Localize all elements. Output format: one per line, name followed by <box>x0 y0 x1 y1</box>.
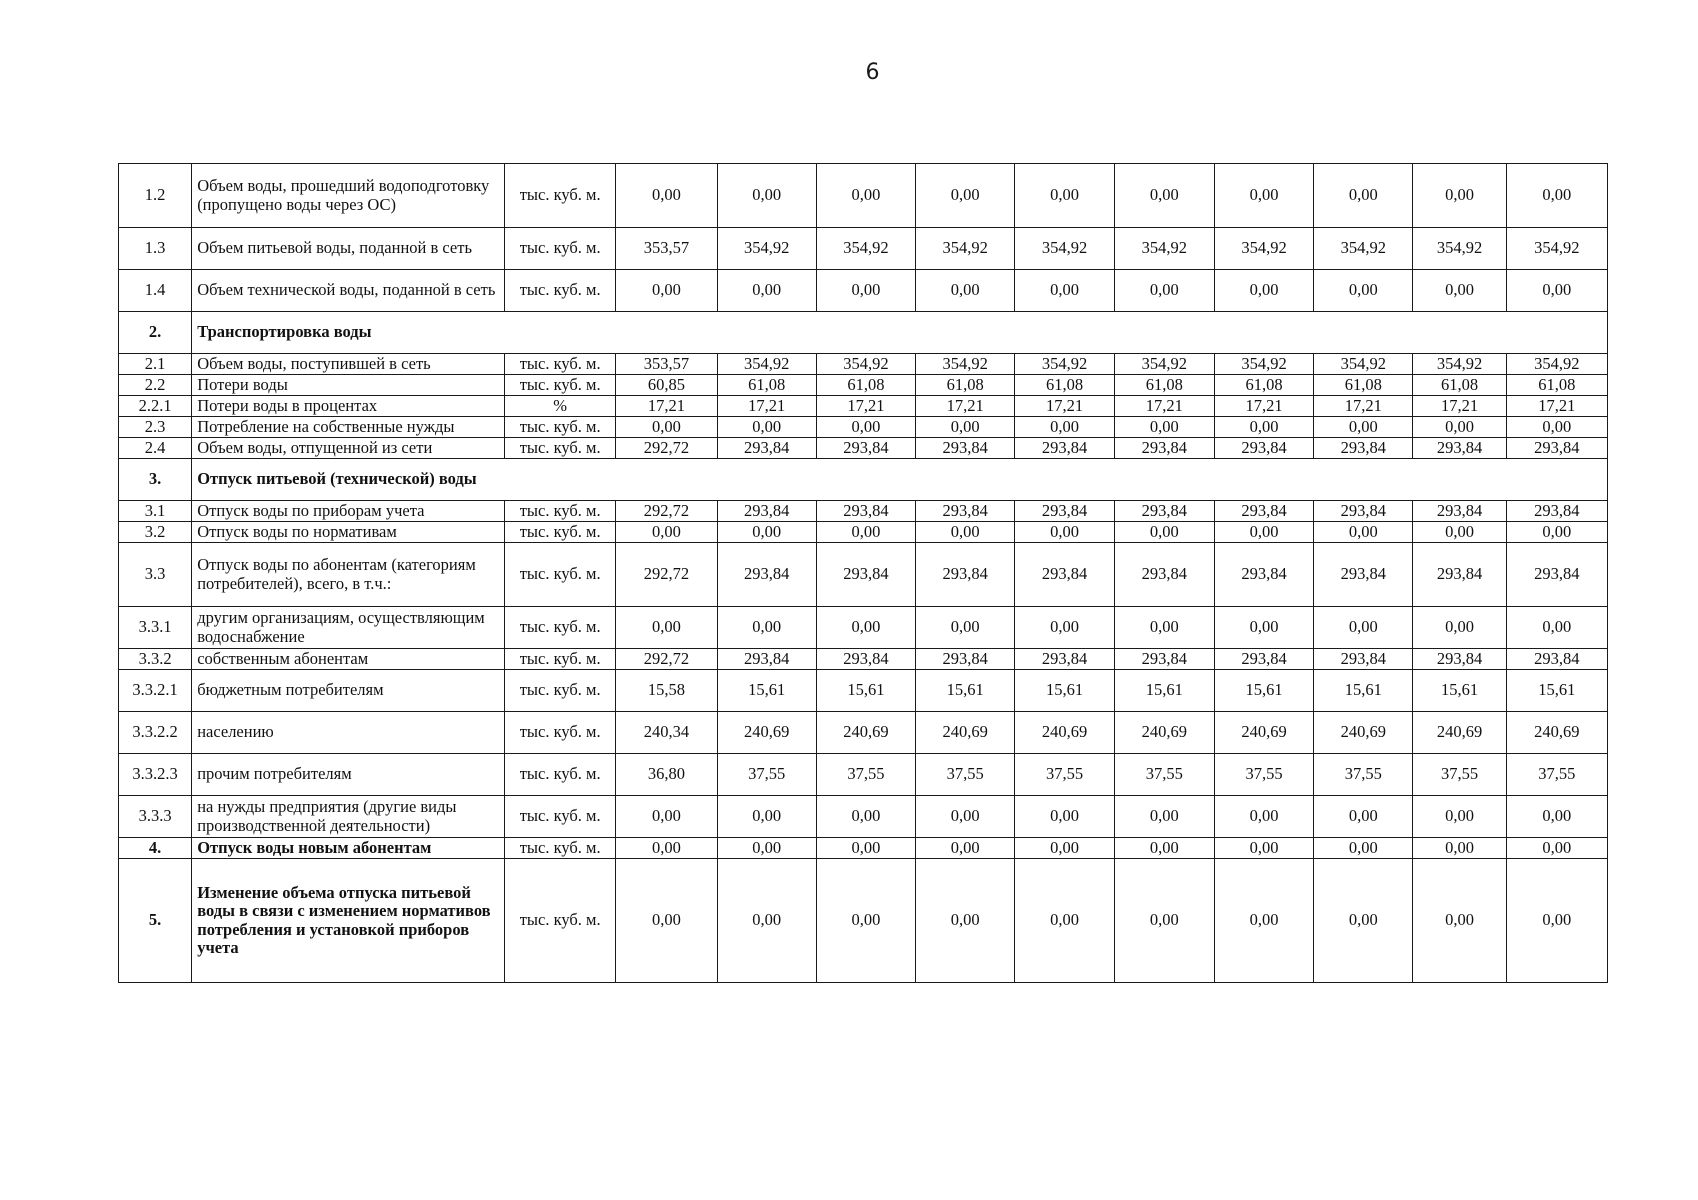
row-number: 3.3 <box>119 543 192 607</box>
value-cell: 0,00 <box>816 796 915 838</box>
value-cell: 293,84 <box>717 501 816 522</box>
row-number: 2.4 <box>119 438 192 459</box>
value-cell: 0,00 <box>1214 838 1313 859</box>
value-cell: 293,84 <box>1114 438 1214 459</box>
value-cell: 0,00 <box>1314 164 1413 228</box>
indicator-name: Отпуск воды по приборам учета <box>192 501 505 522</box>
value-cell: 0,00 <box>1214 796 1313 838</box>
value-cell: 0,00 <box>1506 270 1607 312</box>
value-cell: 0,00 <box>1506 164 1607 228</box>
unit-cell: тыс. куб. м. <box>505 796 616 838</box>
value-cell: 354,92 <box>1214 354 1313 375</box>
value-cell: 61,08 <box>717 375 816 396</box>
row-number: 3.1 <box>119 501 192 522</box>
value-cell: 293,84 <box>1413 438 1506 459</box>
value-cell: 61,08 <box>1015 375 1114 396</box>
value-cell: 240,69 <box>1214 712 1313 754</box>
value-cell: 0,00 <box>1114 417 1214 438</box>
value-cell: 0,00 <box>1214 164 1313 228</box>
value-cell: 37,55 <box>1114 754 1214 796</box>
value-cell: 0,00 <box>1413 838 1506 859</box>
value-cell: 15,61 <box>1214 670 1313 712</box>
value-cell: 36,80 <box>616 754 717 796</box>
value-cell: 0,00 <box>616 859 717 983</box>
value-cell: 0,00 <box>1506 838 1607 859</box>
value-cell: 293,84 <box>1314 649 1413 670</box>
value-cell: 0,00 <box>1314 859 1413 983</box>
value-cell: 0,00 <box>717 522 816 543</box>
value-cell: 0,00 <box>1015 838 1114 859</box>
value-cell: 293,84 <box>717 438 816 459</box>
value-cell: 0,00 <box>1114 607 1214 649</box>
value-cell: 240,69 <box>1413 712 1506 754</box>
unit-cell: тыс. куб. м. <box>505 375 616 396</box>
value-cell: 293,84 <box>1114 501 1214 522</box>
value-cell: 354,92 <box>1015 228 1114 270</box>
indicator-name: Изменение объема отпуска питьевой воды в связи с изменением нормативов потребления и установкой приборов учета <box>192 859 505 983</box>
value-cell: 293,84 <box>1015 649 1114 670</box>
value-cell: 0,00 <box>816 838 915 859</box>
unit-cell: тыс. куб. м. <box>505 838 616 859</box>
value-cell: 0,00 <box>1506 859 1607 983</box>
value-cell: 17,21 <box>1413 396 1506 417</box>
value-cell: 0,00 <box>1214 859 1313 983</box>
value-cell: 293,84 <box>1314 543 1413 607</box>
value-cell: 293,84 <box>816 649 915 670</box>
row-number: 2.2.1 <box>119 396 192 417</box>
value-cell: 354,92 <box>916 228 1015 270</box>
value-cell: 15,61 <box>1314 670 1413 712</box>
unit-cell: тыс. куб. м. <box>505 754 616 796</box>
unit-cell: тыс. куб. м. <box>505 859 616 983</box>
indicator-name: прочим потребителям <box>192 754 505 796</box>
table-row <box>119 375 1608 396</box>
value-cell: 0,00 <box>916 270 1015 312</box>
table-row <box>119 543 1608 607</box>
value-cell: 0,00 <box>1015 270 1114 312</box>
value-cell: 240,69 <box>1506 712 1607 754</box>
value-cell: 293,84 <box>816 438 915 459</box>
value-cell: 0,00 <box>1015 164 1114 228</box>
value-cell: 0,00 <box>1015 796 1114 838</box>
value-cell: 0,00 <box>1413 164 1506 228</box>
value-cell: 17,21 <box>1314 396 1413 417</box>
value-cell: 0,00 <box>616 796 717 838</box>
value-cell: 0,00 <box>717 417 816 438</box>
section-title: Отпуск питьевой (технической) воды <box>192 459 1608 501</box>
unit-cell: тыс. куб. м. <box>505 712 616 754</box>
value-cell: 15,61 <box>1506 670 1607 712</box>
value-cell: 292,72 <box>616 501 717 522</box>
table-row <box>119 712 1608 754</box>
page-number: 6 <box>865 60 880 85</box>
value-cell: 0,00 <box>1214 270 1313 312</box>
value-cell: 0,00 <box>616 607 717 649</box>
value-cell: 0,00 <box>1214 522 1313 543</box>
value-cell: 0,00 <box>816 417 915 438</box>
value-cell: 17,21 <box>1506 396 1607 417</box>
value-cell: 61,08 <box>1214 375 1313 396</box>
value-cell: 354,92 <box>1214 228 1313 270</box>
value-cell: 292,72 <box>616 543 717 607</box>
value-cell: 293,84 <box>1506 438 1607 459</box>
value-cell: 17,21 <box>1015 396 1114 417</box>
value-cell: 0,00 <box>1506 796 1607 838</box>
value-cell: 0,00 <box>916 796 1015 838</box>
table-row <box>119 270 1608 312</box>
unit-cell: тыс. куб. м. <box>505 670 616 712</box>
value-cell: 0,00 <box>717 796 816 838</box>
table-row <box>119 649 1608 670</box>
value-cell: 354,92 <box>816 228 915 270</box>
value-cell: 293,84 <box>1314 501 1413 522</box>
value-cell: 0,00 <box>1114 859 1214 983</box>
value-cell: 240,69 <box>1314 712 1413 754</box>
section-row <box>119 312 1608 354</box>
value-cell: 0,00 <box>1314 270 1413 312</box>
value-cell: 0,00 <box>1413 522 1506 543</box>
value-cell: 293,84 <box>916 649 1015 670</box>
value-cell: 240,69 <box>717 712 816 754</box>
row-number: 2.2 <box>119 375 192 396</box>
value-cell: 293,84 <box>916 501 1015 522</box>
value-cell: 0,00 <box>916 522 1015 543</box>
value-cell: 293,84 <box>1214 501 1313 522</box>
value-cell: 0,00 <box>1114 164 1214 228</box>
value-cell: 293,84 <box>1506 501 1607 522</box>
value-cell: 0,00 <box>816 859 915 983</box>
value-cell: 293,84 <box>1413 649 1506 670</box>
indicator-name: Потребление на собственные нужды <box>192 417 505 438</box>
indicator-name: Отпуск воды по нормативам <box>192 522 505 543</box>
table-row <box>119 670 1608 712</box>
value-cell: 0,00 <box>1114 270 1214 312</box>
value-cell: 354,92 <box>717 228 816 270</box>
value-cell: 0,00 <box>616 522 717 543</box>
value-cell: 15,61 <box>1413 670 1506 712</box>
indicator-name: Объем воды, отпущенной из сети <box>192 438 505 459</box>
value-cell: 17,21 <box>916 396 1015 417</box>
table-row <box>119 396 1608 417</box>
value-cell: 0,00 <box>717 164 816 228</box>
value-cell: 293,84 <box>1015 438 1114 459</box>
indicator-name: другим организациям, осуществляющим водоснабжение <box>192 607 505 649</box>
value-cell: 0,00 <box>1214 417 1313 438</box>
value-cell: 0,00 <box>916 607 1015 649</box>
value-cell: 293,84 <box>916 438 1015 459</box>
value-cell: 0,00 <box>1413 796 1506 838</box>
value-cell: 37,55 <box>1413 754 1506 796</box>
value-cell: 37,55 <box>816 754 915 796</box>
value-cell: 293,84 <box>1214 543 1313 607</box>
value-cell: 37,55 <box>1214 754 1313 796</box>
value-cell: 0,00 <box>1314 796 1413 838</box>
value-cell: 15,58 <box>616 670 717 712</box>
value-cell: 354,92 <box>1506 228 1607 270</box>
value-cell: 0,00 <box>1015 417 1114 438</box>
value-cell: 37,55 <box>717 754 816 796</box>
value-cell: 17,21 <box>717 396 816 417</box>
row-number: 5. <box>119 859 192 983</box>
indicator-name: Объем технической воды, поданной в сеть <box>192 270 505 312</box>
value-cell: 61,08 <box>1506 375 1607 396</box>
table-row <box>119 796 1608 838</box>
value-cell: 0,00 <box>1314 607 1413 649</box>
value-cell: 354,92 <box>1114 228 1214 270</box>
value-cell: 0,00 <box>717 838 816 859</box>
indicator-name: Отпуск воды новым абонентам <box>192 838 505 859</box>
table-row <box>119 838 1608 859</box>
value-cell: 292,72 <box>616 438 717 459</box>
value-cell: 293,84 <box>816 501 915 522</box>
table-row <box>119 438 1608 459</box>
value-cell: 61,08 <box>816 375 915 396</box>
value-cell: 240,34 <box>616 712 717 754</box>
value-cell: 0,00 <box>816 164 915 228</box>
indicator-name: бюджетным потребителям <box>192 670 505 712</box>
value-cell: 0,00 <box>717 607 816 649</box>
value-cell: 15,61 <box>816 670 915 712</box>
indicator-name: Объем воды, прошедший водоподготовку (пропущено воды через ОС) <box>192 164 505 228</box>
value-cell: 0,00 <box>916 164 1015 228</box>
indicator-name: Объем питьевой воды, поданной в сеть <box>192 228 505 270</box>
table-row <box>119 417 1608 438</box>
value-cell: 17,21 <box>816 396 915 417</box>
value-cell: 0,00 <box>1413 859 1506 983</box>
value-cell: 0,00 <box>1506 607 1607 649</box>
value-cell: 354,92 <box>717 354 816 375</box>
value-cell: 354,92 <box>1314 228 1413 270</box>
unit-cell: тыс. куб. м. <box>505 164 616 228</box>
value-cell: 0,00 <box>1506 522 1607 543</box>
unit-cell: тыс. куб. м. <box>505 607 616 649</box>
value-cell: 0,00 <box>816 607 915 649</box>
row-number: 1.2 <box>119 164 192 228</box>
indicator-name: населению <box>192 712 505 754</box>
value-cell: 293,84 <box>717 543 816 607</box>
section-title: Транспортировка воды <box>192 312 1608 354</box>
value-cell: 0,00 <box>616 838 717 859</box>
value-cell: 292,72 <box>616 649 717 670</box>
value-cell: 0,00 <box>816 522 915 543</box>
value-cell: 293,84 <box>1214 438 1313 459</box>
row-number: 2. <box>119 312 192 354</box>
unit-cell: тыс. куб. м. <box>505 270 616 312</box>
row-number: 2.3 <box>119 417 192 438</box>
value-cell: 61,08 <box>1114 375 1214 396</box>
value-cell: 61,08 <box>1413 375 1506 396</box>
value-cell: 17,21 <box>1214 396 1313 417</box>
table-row <box>119 228 1608 270</box>
unit-cell: % <box>505 396 616 417</box>
row-number: 1.3 <box>119 228 192 270</box>
value-cell: 0,00 <box>1015 522 1114 543</box>
value-cell: 354,92 <box>1114 354 1214 375</box>
indicator-name: на нужды предприятия (другие виды производственной деятельности) <box>192 796 505 838</box>
unit-cell: тыс. куб. м. <box>505 543 616 607</box>
value-cell: 0,00 <box>616 270 717 312</box>
value-cell: 293,84 <box>916 543 1015 607</box>
value-cell: 0,00 <box>916 859 1015 983</box>
value-cell: 0,00 <box>616 164 717 228</box>
value-cell: 0,00 <box>916 838 1015 859</box>
value-cell: 0,00 <box>1314 838 1413 859</box>
value-cell: 0,00 <box>1413 270 1506 312</box>
indicator-name: собственным абонентам <box>192 649 505 670</box>
value-cell: 293,84 <box>1506 649 1607 670</box>
value-cell: 293,84 <box>1015 501 1114 522</box>
value-cell: 354,92 <box>816 354 915 375</box>
indicator-name: Отпуск воды по абонентам (категориям потребителей), всего, в т.ч.: <box>192 543 505 607</box>
value-cell: 15,61 <box>1015 670 1114 712</box>
unit-cell: тыс. куб. м. <box>505 354 616 375</box>
value-cell: 293,84 <box>1114 543 1214 607</box>
value-cell: 354,92 <box>1314 354 1413 375</box>
value-cell: 17,21 <box>616 396 717 417</box>
table-row <box>119 754 1608 796</box>
table-row <box>119 859 1608 983</box>
value-cell: 37,55 <box>1015 754 1114 796</box>
table-row <box>119 501 1608 522</box>
value-cell: 354,92 <box>1413 354 1506 375</box>
unit-cell: тыс. куб. м. <box>505 501 616 522</box>
value-cell: 37,55 <box>916 754 1015 796</box>
value-cell: 0,00 <box>616 417 717 438</box>
value-cell: 0,00 <box>1413 607 1506 649</box>
row-number: 1.4 <box>119 270 192 312</box>
value-cell: 15,61 <box>717 670 816 712</box>
value-cell: 0,00 <box>916 417 1015 438</box>
row-number: 4. <box>119 838 192 859</box>
row-number: 3.3.1 <box>119 607 192 649</box>
unit-cell: тыс. куб. м. <box>505 438 616 459</box>
row-number: 3.3.2.1 <box>119 670 192 712</box>
value-cell: 15,61 <box>916 670 1015 712</box>
value-cell: 60,85 <box>616 375 717 396</box>
unit-cell: тыс. куб. м. <box>505 228 616 270</box>
value-cell: 353,57 <box>616 354 717 375</box>
value-cell: 293,84 <box>1413 501 1506 522</box>
value-cell: 293,84 <box>1413 543 1506 607</box>
value-cell: 240,69 <box>1015 712 1114 754</box>
water-balance-table <box>118 163 1608 983</box>
indicator-name: Потери воды в процентах <box>192 396 505 417</box>
indicator-name: Объем воды, поступившей в сеть <box>192 354 505 375</box>
value-cell: 293,84 <box>1015 543 1114 607</box>
value-cell: 240,69 <box>1114 712 1214 754</box>
value-cell: 0,00 <box>1506 417 1607 438</box>
value-cell: 0,00 <box>1214 607 1313 649</box>
table-row <box>119 354 1608 375</box>
table-body <box>119 164 1608 983</box>
row-number: 3.2 <box>119 522 192 543</box>
value-cell: 354,92 <box>1413 228 1506 270</box>
table-row <box>119 164 1608 228</box>
section-row <box>119 459 1608 501</box>
value-cell: 354,92 <box>916 354 1015 375</box>
value-cell: 0,00 <box>1314 522 1413 543</box>
value-cell: 37,55 <box>1506 754 1607 796</box>
row-number: 3.3.2 <box>119 649 192 670</box>
value-cell: 293,84 <box>1506 543 1607 607</box>
row-number: 3. <box>119 459 192 501</box>
value-cell: 0,00 <box>1114 796 1214 838</box>
row-number: 3.3.2.2 <box>119 712 192 754</box>
row-number: 3.3.3 <box>119 796 192 838</box>
value-cell: 353,57 <box>616 228 717 270</box>
value-cell: 37,55 <box>1314 754 1413 796</box>
value-cell: 293,84 <box>1214 649 1313 670</box>
value-cell: 0,00 <box>1015 607 1114 649</box>
unit-cell: тыс. куб. м. <box>505 522 616 543</box>
table-row <box>119 607 1608 649</box>
value-cell: 240,69 <box>816 712 915 754</box>
value-cell: 240,69 <box>916 712 1015 754</box>
value-cell: 293,84 <box>1314 438 1413 459</box>
value-cell: 293,84 <box>1114 649 1214 670</box>
value-cell: 0,00 <box>717 270 816 312</box>
value-cell: 0,00 <box>1015 859 1114 983</box>
row-number: 2.1 <box>119 354 192 375</box>
value-cell: 0,00 <box>816 270 915 312</box>
row-number: 3.3.2.3 <box>119 754 192 796</box>
value-cell: 293,84 <box>816 543 915 607</box>
value-cell: 0,00 <box>1413 417 1506 438</box>
table-row <box>119 522 1608 543</box>
value-cell: 17,21 <box>1114 396 1214 417</box>
value-cell: 293,84 <box>717 649 816 670</box>
value-cell: 0,00 <box>717 859 816 983</box>
value-cell: 15,61 <box>1114 670 1214 712</box>
value-cell: 61,08 <box>916 375 1015 396</box>
value-cell: 0,00 <box>1114 838 1214 859</box>
value-cell: 0,00 <box>1314 417 1413 438</box>
value-cell: 61,08 <box>1314 375 1413 396</box>
unit-cell: тыс. куб. м. <box>505 649 616 670</box>
value-cell: 0,00 <box>1114 522 1214 543</box>
value-cell: 354,92 <box>1506 354 1607 375</box>
value-cell: 354,92 <box>1015 354 1114 375</box>
indicator-name: Потери воды <box>192 375 505 396</box>
unit-cell: тыс. куб. м. <box>505 417 616 438</box>
